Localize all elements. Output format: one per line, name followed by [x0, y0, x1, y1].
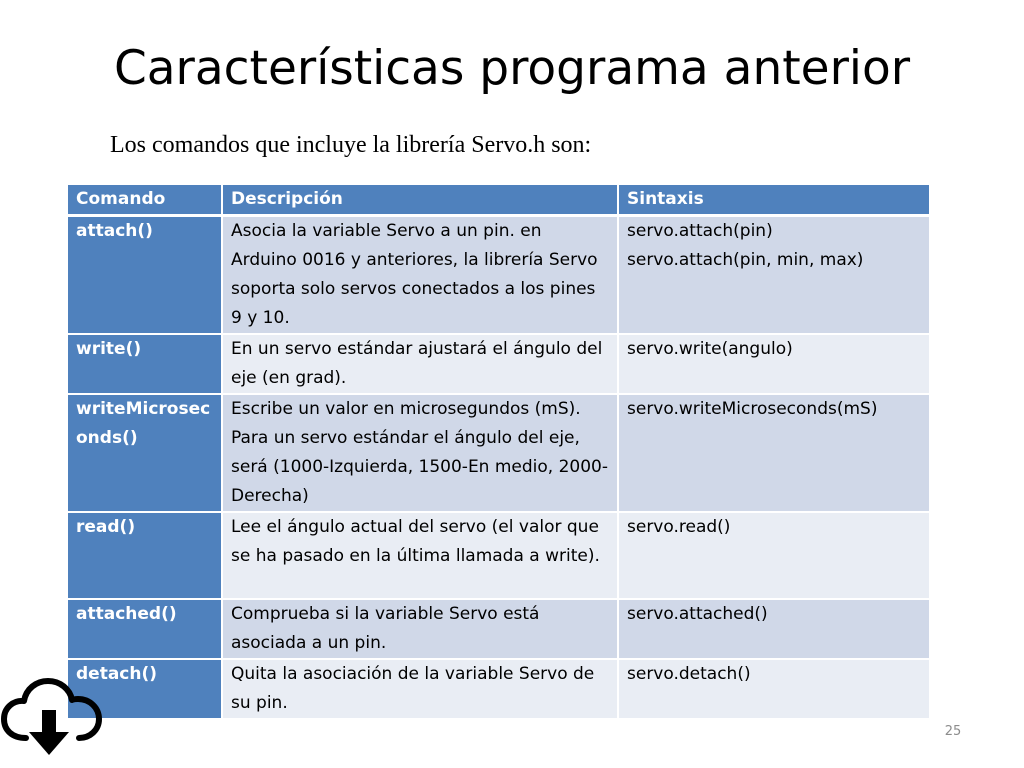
syntax-cell — [618, 216, 929, 335]
syntax-cell — [618, 394, 929, 512]
table-row — [68, 394, 929, 512]
description-cell: Quita la asociación de la variable Servo de su pin. — [222, 659, 618, 719]
table-row — [68, 659, 929, 719]
description-cell: En un servo estándar ajustará el ángulo del eje (en grad). — [222, 334, 618, 394]
syntax-line: servo.writeMicroseconds(mS) — [627, 399, 878, 419]
header-descripcion: Descripción — [222, 185, 618, 216]
syntax-cell — [618, 599, 929, 659]
syntax-line: servo.attach(pin, min, max) — [627, 250, 864, 270]
table-header-row — [68, 185, 929, 216]
command-cell: attached() — [68, 599, 222, 659]
command-cell: detach() — [68, 659, 222, 719]
syntax-cell — [618, 334, 929, 394]
command-cell: attach() — [68, 216, 222, 335]
table-row — [68, 512, 929, 599]
command-cell: writeMicroseconds() — [68, 394, 222, 512]
description-cell: Lee el ángulo actual del servo (el valor que se ha pasado en la última llamada a write). — [222, 512, 618, 599]
syntax-cell — [618, 512, 929, 599]
servo-commands-table — [68, 185, 929, 720]
page-number: 25 — [944, 724, 962, 739]
table-row — [68, 334, 929, 394]
slide-title: Características programa anterior — [113, 41, 911, 96]
description-cell: Asocia la variable Servo a un pin. en Arduino 0016 y anteriores, la librería Servo soporta solo servos conectados a los pines 9 y 10. — [222, 216, 618, 335]
syntax-line: servo.read() — [627, 517, 731, 537]
syntax-cell — [618, 659, 929, 719]
table-row — [68, 216, 929, 335]
header-sintaxis: Sintaxis — [618, 185, 929, 216]
syntax-line: servo.write(angulo) — [627, 339, 793, 359]
command-cell: write() — [68, 334, 222, 394]
cloud-download-icon[interactable] — [0, 676, 104, 760]
syntax-line: servo.attached() — [627, 604, 768, 624]
slide-subtitle: Los comandos que incluye la librería Servo.h son: — [110, 132, 592, 158]
syntax-line: servo.attach(pin) — [627, 221, 773, 241]
command-cell: read() — [68, 512, 222, 599]
syntax-line: servo.detach() — [627, 664, 751, 684]
table-row — [68, 599, 929, 659]
description-cell: Comprueba si la variable Servo está asociada a un pin. — [222, 599, 618, 659]
description-cell: Escribe un valor en microsegundos (mS). Para un servo estándar el ángulo del eje, será (1000-Izquierda, 1500-En medio, 2000-Derecha) — [222, 394, 618, 512]
header-comando: Comando — [68, 185, 222, 216]
